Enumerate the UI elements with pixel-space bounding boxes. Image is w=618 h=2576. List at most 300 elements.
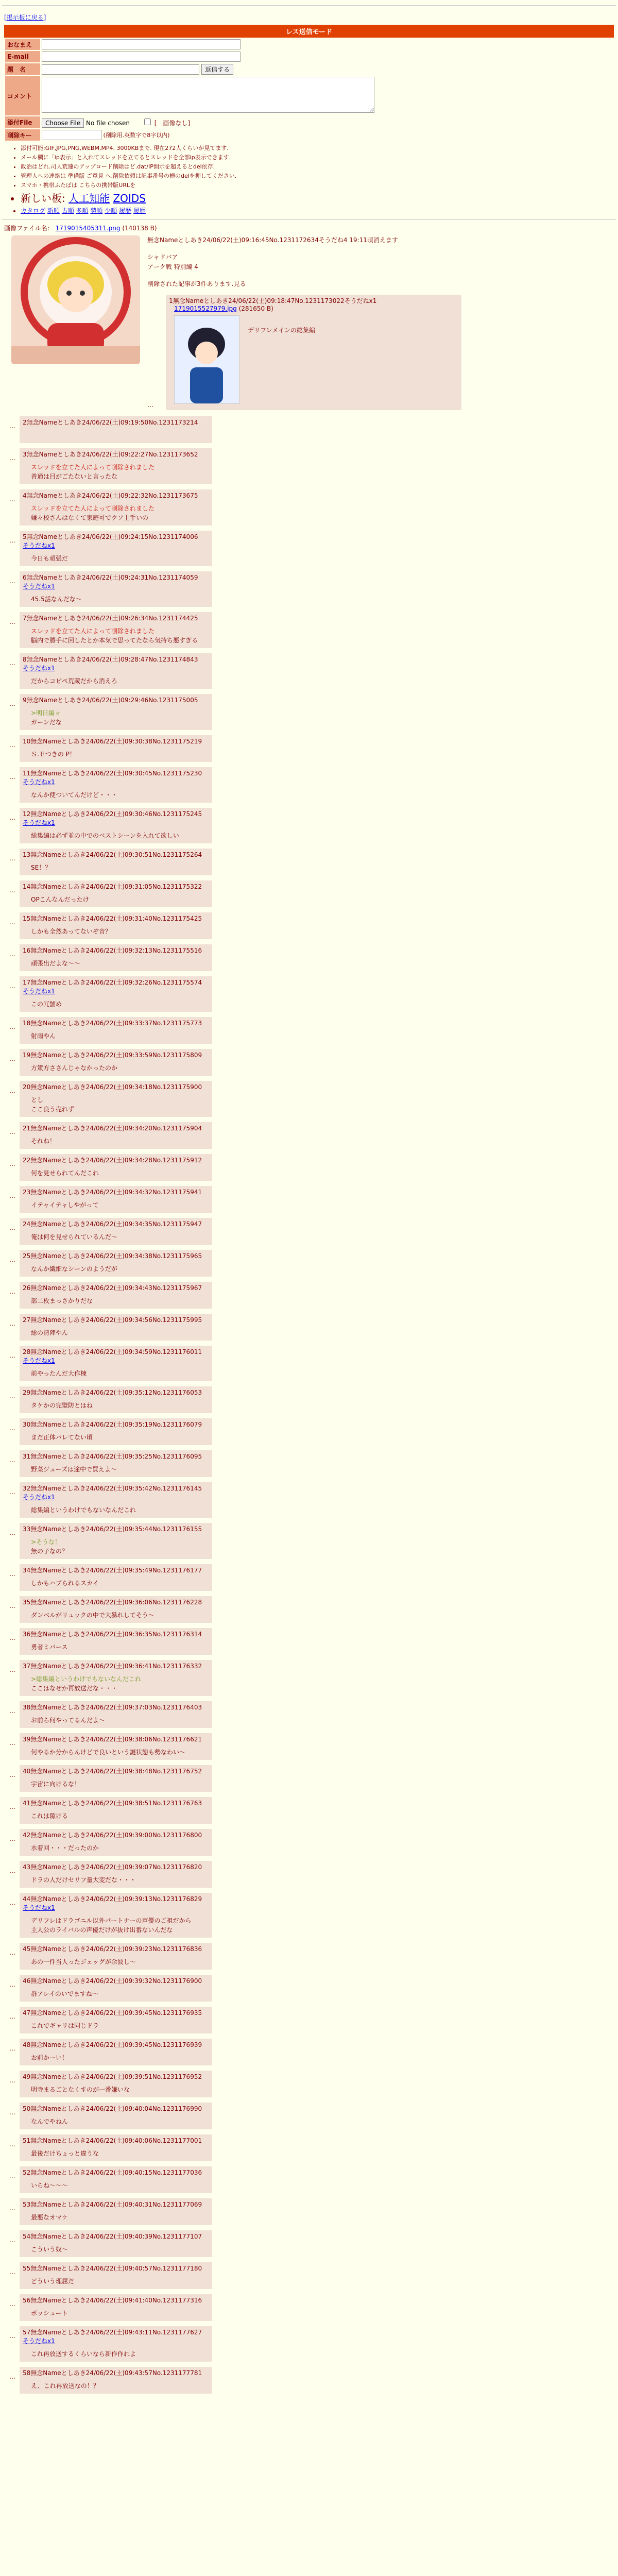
reply-indent-marker: … — [9, 577, 15, 585]
reply-18 — [9, 1017, 618, 1044]
reply-indent-marker: … — [9, 2268, 15, 2276]
reply-line: 明寺まるごとなくすのが一番嫌いな — [31, 2086, 130, 2093]
reply-text — [31, 1811, 208, 1821]
sodane-button[interactable]: そうだねx1 — [23, 1904, 55, 1911]
reply-header: 31無念Nameとしあき24/06/22(土)09:35:25No.1231176095 — [23, 1452, 202, 1460]
reply-text — [31, 1875, 208, 1885]
reply-indent-marker: … — [9, 1666, 15, 1673]
reply-text — [31, 831, 208, 840]
reply-header: 34無念Nameとしあき24/06/22(土)09:35:49No.1231176177 — [23, 1566, 202, 1574]
reply-text — [31, 895, 208, 904]
rule-item: • 管理人への連絡は 準備版 ご意見 へ.削除依頼は記事番号の横のdelを押してください. — [21, 172, 618, 180]
reply-header: 7無念Nameとしあき24/06/22(土)09:26:34No.1231174425 — [23, 614, 198, 622]
reply-30 — [9, 1418, 618, 1445]
reply-header: 45無念Nameとしあき24/06/22(土)09:39:23No.1231176836 — [23, 1945, 202, 1953]
reply-line: >明日編ォ — [31, 709, 61, 717]
reply-indent-marker: … — [9, 1224, 15, 1231]
reply-1: … 1無念Nameとしあき24/06/22(土)09:18:47No.1231173022そうだねx1 1719015527979.jpg (281650 B) デリフレメインの総集編 — [143, 295, 618, 410]
no-image-checkbox[interactable] — [144, 118, 151, 125]
sodane-button[interactable]: そうだねx1 — [23, 541, 55, 549]
reply-47 — [9, 2007, 618, 2033]
reply-4 — [9, 489, 618, 526]
sort-few-link[interactable]: 少順 — [105, 207, 117, 214]
reply-indent-marker: … — [9, 982, 15, 990]
rule-item: • メール欄に「ip表示」と入れてスレッドを立てるとスレッドを全部ip表示できます. — [21, 153, 618, 161]
reply-51 — [9, 2134, 618, 2161]
reply-indent-marker: … — [9, 1529, 15, 1536]
reply-text — [31, 1843, 208, 1853]
reply-text — [31, 2309, 208, 2318]
reply-line: 普通は目がごたないと言ったな — [31, 472, 118, 480]
reply-14 — [9, 880, 618, 907]
reply-indent-marker: … — [9, 1319, 15, 1327]
reply-line: ダンベルがリュックの中で大暴れしてそう～ — [31, 1611, 154, 1619]
reply-line: 無の子なの？ — [31, 1547, 68, 1555]
reply-header: 21無念Nameとしあき24/06/22(土)09:34:20No.1231175904 — [23, 1124, 202, 1132]
reply-text — [31, 863, 208, 872]
reply-20 — [9, 1081, 618, 1117]
reply-text — [31, 554, 208, 563]
reply-45 — [9, 1943, 618, 1970]
reply-19 — [9, 1049, 618, 1076]
reply-indent-marker: … — [9, 773, 15, 781]
reply-indent-marker: … — [9, 1160, 15, 1167]
reply-1-text: デリフレメインの総集編 — [248, 326, 316, 334]
reply-3 — [9, 448, 618, 484]
reply-24 — [9, 1218, 618, 1245]
reply-10 — [9, 735, 618, 762]
reply-line: これでギャリは同じドラ — [31, 2022, 99, 2029]
reply-header: 3無念Nameとしあき24/06/22(土)09:22:27No.1231173652 — [23, 450, 198, 458]
reply-32 — [9, 1482, 618, 1518]
reply-line: 総集編というわけでもないなんだこれ — [31, 1506, 136, 1514]
reply-indent-marker: … — [9, 854, 15, 862]
reply-line: まだ正体バレてない頃 — [31, 1433, 93, 1441]
reply-11 — [9, 767, 618, 803]
reply-31 — [9, 1450, 618, 1477]
reply-34 — [9, 1564, 618, 1591]
reply-header: 35無念Nameとしあき24/06/22(土)09:36:06No.1231176228 — [23, 1598, 202, 1606]
rule-item: • 添付可能:GIF,JPG,PNG,WEBM,MP4. 3000KBまで. 現在272人くらいが見てます. — [21, 144, 618, 152]
reply-text — [31, 2181, 208, 2190]
reply-line: なんか使ついてんだけど・・・ — [31, 791, 118, 799]
reply-line: お前ら何やってるんだよ～ — [31, 1716, 106, 1724]
reply-indent-marker: … — [9, 2332, 15, 2340]
reply-indent-marker: … — [9, 1488, 15, 1496]
reply-header: 10無念Nameとしあき24/06/22(土)09:30:38No.1231175219 — [23, 737, 202, 745]
file-status: No file chosen — [86, 120, 130, 127]
reply-line: 何を見せられてんだこれ — [31, 1169, 99, 1177]
reply-header: 18無念Nameとしあき24/06/22(土)09:33:37No.1231175773 — [23, 1019, 202, 1027]
comment-label: コメント — [5, 76, 40, 115]
op-thumbnail[interactable] — [11, 235, 140, 364]
reply-indent-marker: … — [9, 918, 15, 926]
reply-indent-marker: … — [9, 2108, 15, 2116]
reply-text — [31, 1328, 208, 1337]
reply-line: 何やるか分からんけどで良いという謎状態も勢なわい～ — [31, 1748, 186, 1756]
reply-indent-marker: … — [9, 2012, 15, 2020]
reply-line: 総集編は必ず並の中でのベストシーンを入れて欲しい — [31, 832, 179, 839]
reply-line: とし — [31, 1096, 44, 1104]
reply-line: この冗舗め — [31, 1000, 62, 1008]
reply-12 — [9, 808, 618, 843]
reply-text — [31, 2053, 208, 2062]
reply-indent-marker: … — [9, 454, 15, 462]
reply-header: 47無念Nameとしあき24/06/22(土)09:39:45No.1231176935 — [23, 2009, 202, 2016]
reply-text — [31, 1989, 208, 1998]
reply-header: 54無念Nameとしあき24/06/22(土)09:40:39No.1231177107 — [23, 2232, 202, 2240]
reply-56 — [9, 2294, 618, 2321]
reply-header: 30無念Nameとしあき24/06/22(土)09:35:19No.1231176079 — [23, 1420, 202, 1428]
rules-list — [21, 144, 618, 215]
reply-indent-marker: … — [9, 495, 15, 503]
reply-header: 43無念Nameとしあき24/06/22(土)09:39:07No.1231176820 — [23, 1863, 202, 1871]
reply-indent-marker: … — [9, 1351, 15, 1359]
reply-indent-marker: … — [9, 741, 15, 749]
reply-text — [31, 1780, 208, 1789]
reply-text — [31, 676, 208, 686]
reply-indent-marker: … — [9, 700, 15, 707]
op-header: 無念Nameとしあき24/06/22(土)09:16:45No.1231172634そうだね4 19:11頃消えます — [147, 236, 398, 244]
reply-header: 56無念Nameとしあき24/06/22(土)09:41:40No.1231177316 — [23, 2296, 202, 2304]
reply-text — [31, 2117, 208, 2126]
reply-indent-marker: … — [9, 1739, 15, 1747]
reply-25 — [9, 1250, 618, 1277]
reply-text — [31, 2381, 208, 2391]
reply-header: 28無念Nameとしあき24/06/22(土)09:34:59No.1231176011 — [23, 1348, 202, 1355]
sort-many-link[interactable]: 多順 — [76, 207, 89, 214]
reply-header: 36無念Nameとしあき24/06/22(土)09:36:35No.1231176314 — [23, 1630, 202, 1638]
reply-header: 12無念Nameとしあき24/06/22(土)09:30:46No.1231175245 — [23, 810, 202, 818]
reply-text — [31, 2277, 208, 2286]
delkey-hint: (削除用.英数字で8字以内) — [103, 132, 170, 139]
op-file-link[interactable]: 1719015405311.png — [55, 225, 121, 232]
reply-text — [31, 1465, 208, 1474]
submit-button[interactable]: 返信する — [201, 64, 233, 75]
reply-49 — [9, 2071, 618, 2097]
reply-line: 今日も頑張だ — [31, 554, 68, 562]
reply-header: 14無念Nameとしあき24/06/22(土)09:31:05No.1231175322 — [23, 883, 202, 890]
new-board-link-ai[interactable]: 人工知能 — [68, 192, 110, 205]
reply-line: 45.5話なんだな～ — [31, 595, 82, 603]
reply-line: あの一件当人ったジェッグが余波し～ — [31, 1958, 136, 1965]
reply-28 — [9, 1346, 618, 1381]
reply-indent-marker: … — [9, 422, 15, 430]
reply-indent-marker: … — [9, 1771, 15, 1778]
reply-54 — [9, 2230, 618, 2257]
reply-line: ボッシュート — [31, 2309, 68, 2317]
reply-indent-marker: … — [9, 2044, 15, 2052]
reply-text — [31, 1137, 208, 1146]
reply-header: 16無念Nameとしあき24/06/22(土)09:32:13No.1231175516 — [23, 946, 202, 954]
reply-indent-marker: … — [9, 1128, 15, 1136]
reply-line: 最悪なオマケ — [31, 2213, 68, 2221]
deleted-note: 削除された記事が3件あります.見る — [147, 280, 246, 288]
reply-indent-marker: … — [9, 618, 15, 625]
reply-header: 27無念Nameとしあき24/06/22(土)09:34:56No.1231175995 — [23, 1316, 202, 1324]
reply-15 — [9, 912, 618, 939]
reply-header: 40無念Nameとしあき24/06/22(土)09:38:48No.1231176752 — [23, 1767, 202, 1775]
reply-line: SE！？ — [31, 863, 52, 871]
reply-text — [31, 1674, 208, 1693]
reply-indent-marker: … — [9, 2076, 15, 2084]
reply-text — [31, 999, 208, 1009]
reply-41 — [9, 1797, 618, 1824]
reply-text — [31, 431, 208, 440]
reply-text — [31, 1168, 208, 1178]
op-file-info: 画像ファイル名： 1719015405311.png (140138 B) — [4, 225, 157, 232]
reply-9 — [9, 694, 618, 730]
back-to-board[interactable]: [掲示板に戻る] — [4, 14, 46, 21]
reply-header: 42無念Nameとしあき24/06/22(土)09:39:00No.1231176800 — [23, 1831, 202, 1839]
reply-indent-marker: … — [9, 1392, 15, 1400]
reply-text — [31, 1232, 208, 1242]
reply-57 — [9, 2326, 618, 2362]
sodane-button[interactable]: そうだねx1 — [23, 582, 55, 590]
reply-indent-marker: … — [9, 1634, 15, 1641]
reply-header: 17無念Nameとしあき24/06/22(土)09:32:26No.1231175574 — [23, 978, 202, 986]
reply-header: 49無念Nameとしあき24/06/22(土)09:39:51No.1231176952 — [23, 2073, 202, 2080]
reply-line: OPこんなんだったけ — [31, 895, 89, 903]
reply-line: 群アレイのいでますね～ — [31, 1990, 98, 1997]
name-label: おなまえ — [5, 39, 40, 50]
reply-line: イテャイテャしやがって — [31, 1201, 99, 1209]
reply-text — [31, 1579, 208, 1588]
reply-form — [4, 38, 376, 142]
reply-indent-marker: … — [9, 659, 15, 667]
reply-header: 19無念Nameとしあき24/06/22(土)09:33:59No.1231175809 — [23, 1051, 202, 1059]
reply-header: 9無念Nameとしあき24/06/22(土)09:29:46No.1231175005 — [23, 696, 198, 704]
history-link[interactable]: 履歴 — [119, 207, 132, 214]
reply-line: 主人公のライバルの声優だけが抜け出番ないんだな — [31, 1926, 173, 1934]
reply-indent-marker: … — [9, 1456, 15, 1464]
reply-39 — [9, 1733, 618, 1760]
reply-text — [31, 2349, 208, 2359]
reply-text — [31, 708, 208, 727]
name-input[interactable] — [42, 39, 241, 49]
reply-line: 総の清陣やん — [31, 1329, 68, 1336]
reply-50 — [9, 2103, 618, 2129]
reply-text — [31, 1401, 208, 1410]
sort-new-link[interactable]: 新順 — [47, 207, 60, 214]
reply-line: これ再放送するくらいなら新作作れよ — [31, 2350, 136, 2358]
reply-line: 水着回・・・だったのか — [31, 1844, 99, 1852]
reply-43 — [9, 1861, 618, 1888]
delkey-input[interactable] — [42, 130, 101, 140]
reply-line: どういう理屈だ — [31, 2277, 75, 2285]
reply-text — [31, 2245, 208, 2254]
reply-header: 23無念Nameとしあき24/06/22(土)09:34:32No.1231175941 — [23, 1188, 202, 1196]
reply-text — [31, 2085, 208, 2094]
reply-text — [31, 1957, 208, 1967]
reply-35 — [9, 1596, 618, 1623]
reply-indent-marker: … — [9, 1023, 15, 1030]
catalog-link[interactable]: カタログ — [21, 207, 46, 214]
reply-line: >総集編というわけでもないなんだこれ — [31, 1675, 142, 1683]
reply-header: 39無念Nameとしあき24/06/22(土)09:38:06No.1231176621 — [23, 1735, 202, 1743]
reply-line: ガーンだな — [31, 718, 62, 726]
sodane-button[interactable]: そうだねx1 — [23, 1493, 55, 1501]
reply-header: 46無念Nameとしあき24/06/22(土)09:39:32No.1231176900 — [23, 1977, 202, 1985]
reply-text — [31, 1200, 208, 1210]
reply-line: 頑張出だよな～～ — [31, 959, 81, 967]
reply-header: 51無念Nameとしあき24/06/22(土)09:40:06No.1231177001 — [23, 2137, 202, 2144]
reply-text — [31, 750, 208, 759]
reply-header: 6無念Nameとしあき24/06/22(土)09:24:31No.1231174059 — [23, 573, 198, 581]
reply-text — [31, 1433, 208, 1442]
reply-text — [31, 2149, 208, 2158]
reply-header: 37無念Nameとしあき24/06/22(土)09:36:41No.1231176332 — [23, 1662, 202, 1670]
sodane-button[interactable]: そうだねx1 — [23, 2337, 55, 2345]
reply-indent-marker: … — [9, 814, 15, 821]
reply-55 — [9, 2262, 618, 2289]
reply-text — [31, 790, 208, 800]
reply-indent-marker: … — [9, 1803, 15, 1810]
reply-36 — [9, 1628, 618, 1655]
reply-line: それね！ — [31, 1137, 56, 1145]
reply-header: 57無念Nameとしあき24/06/22(土)09:43:11No.1231177627 — [23, 2328, 202, 2336]
reply-2 — [9, 416, 618, 443]
reply-indent-marker: … — [9, 536, 15, 544]
reply-text — [31, 1611, 208, 1620]
sodane-button[interactable]: そうだねx1 — [23, 778, 55, 786]
reply-line: 部二枚まっさかりだな — [31, 1297, 93, 1304]
reply-text — [31, 1916, 208, 1935]
reply-text — [31, 626, 208, 645]
reply-line: 野菜ジューズは途中で買えよ～ — [31, 1465, 117, 1473]
reply-17 — [9, 976, 618, 1012]
reply-6 — [9, 571, 618, 607]
new-board-line: • 新しい板: 人工知能 ZOIDS — [21, 190, 618, 205]
reply-text — [31, 1095, 208, 1114]
reply-indent-marker: … — [9, 1570, 15, 1578]
reply-indent-marker: … — [9, 2300, 15, 2308]
sodane-button[interactable]: そうだねx1 — [23, 987, 55, 995]
reply-indent-marker: … — [9, 1087, 15, 1094]
reply-line: 俺は何を見せられているんだ～ — [31, 1233, 118, 1241]
reply-indent-marker: … — [9, 1867, 15, 1874]
reply-indent-marker: … — [9, 2172, 15, 2180]
email-label: E-mail — [5, 51, 40, 62]
choose-file-button[interactable]: Choose File — [42, 118, 84, 128]
reply-line: ここはなぜか再放送だな・・・ — [31, 1684, 118, 1692]
reply-line: 前やったんだ大作棟 — [31, 1369, 87, 1377]
mode-title: レス送信モード — [4, 25, 614, 38]
reply-indent-marker: … — [9, 886, 15, 894]
reply-text — [31, 1063, 208, 1073]
reply-indent-marker: … — [9, 1287, 15, 1295]
rule-item: • スマホ・携帯ふたばは こちらの携帯版URLを — [21, 181, 618, 189]
no-image-label: [ 画像なし] — [154, 120, 191, 127]
catalog-links — [21, 206, 618, 215]
reply-1-file-link[interactable]: 1719015527979.jpg — [174, 304, 237, 312]
reply-line: なんでやねん — [31, 2117, 68, 2125]
reply-line: だからコピペ荒蔵だから消えろ — [31, 677, 117, 685]
reply-line — [31, 431, 208, 440]
reply-58 — [9, 2367, 618, 2394]
reply-48 — [9, 2039, 618, 2065]
reply-line: ここ良う売れず — [31, 1105, 75, 1113]
reply-header: 29無念Nameとしあき24/06/22(土)09:35:12No.1231176053 — [23, 1388, 202, 1396]
reply-text — [31, 2021, 208, 2030]
sodane-button[interactable]: そうだねx1 — [23, 1357, 55, 1364]
reply-5 — [9, 531, 618, 566]
reply-text — [31, 504, 208, 522]
reply-line: え、これ再放送なの！？ — [31, 2382, 99, 2389]
email-input[interactable] — [42, 52, 241, 62]
comment-textarea[interactable] — [42, 77, 374, 113]
reply-1-thumbnail[interactable] — [174, 315, 239, 404]
reply-indent-marker: … — [9, 1980, 15, 1988]
reply-header: 24無念Nameとしあき24/06/22(土)09:34:35No.1231175947 — [23, 1220, 202, 1228]
reply-line: タケかの完璧防とはね — [31, 1401, 93, 1409]
new-board-link-zoids[interactable]: ZOIDS — [113, 192, 146, 205]
reply-52 — [9, 2166, 618, 2193]
reply-header: 25無念Nameとしあき24/06/22(土)09:34:38No.1231175965 — [23, 1252, 202, 1260]
reply-line: これは隙ける — [31, 1812, 68, 1820]
reply-37 — [9, 1660, 618, 1696]
reply-indent-marker: … — [9, 950, 15, 958]
reply-line: 勇者ミバース — [31, 1643, 68, 1651]
file-label: 添付File — [5, 116, 40, 128]
reply-indent-marker: … — [9, 2204, 15, 2212]
reply-line: 宇宙に向けるな！ — [31, 1780, 81, 1788]
reply-line: スレッドを立てた人によって削除されました — [31, 627, 154, 635]
reply-header: 41無念Nameとしあき24/06/22(土)09:38:51No.1231176763 — [23, 1799, 202, 1807]
reply-46 — [9, 1975, 618, 2002]
reply-header: 52無念Nameとしあき24/06/22(土)09:40:15No.1231177036 — [23, 2168, 202, 2176]
sodane-button[interactable]: そうだねx1 — [23, 819, 55, 826]
reply-text — [31, 959, 208, 968]
reply-33 — [9, 1523, 618, 1559]
reply-indent-marker: … — [9, 2236, 15, 2244]
reply-13 — [9, 849, 618, 875]
reply-38 — [9, 1701, 618, 1728]
reply-26 — [9, 1282, 618, 1309]
sort-momentum-link[interactable]: 勢順 — [90, 207, 103, 214]
reply-line: 射雨やん — [31, 1032, 56, 1040]
reply-header: 58無念Nameとしあき24/06/22(土)09:43:57No.1231177781 — [23, 2369, 202, 2377]
reply-line: デリフレはドラゴニル以外パートナーの声優のご祖だから — [31, 1917, 192, 1924]
reply-line: こういう奴～ — [31, 2245, 68, 2253]
reply-line: ドラの人だけセリフ量大変だな・・・ — [31, 1876, 136, 1884]
reply-line: しかもハブられるスカイ — [31, 1579, 99, 1587]
reply-line: 方策方ささんじゃなかったのか — [31, 1064, 118, 1072]
reply-header: 48無念Nameとしあき24/06/22(土)09:39:45No.1231176939 — [23, 2041, 202, 2048]
reply-text — [31, 2213, 208, 2222]
reply-indent-marker: … — [9, 1424, 15, 1432]
reply-8 — [9, 653, 618, 689]
reply-21 — [9, 1122, 618, 1149]
reply-text — [31, 1716, 208, 1725]
reply-line: なんか繊細なシーンのようだが — [31, 1265, 117, 1273]
reply-line: Ｓ.Ｅつきの P！ — [31, 750, 76, 758]
reply-indent-marker: … — [9, 1835, 15, 1842]
reply-29 — [9, 1386, 618, 1413]
subject-input[interactable] — [42, 64, 199, 75]
sort-old-link[interactable]: 古順 — [61, 207, 74, 214]
reply-44 — [9, 1893, 618, 1938]
reply-1-header: 1無念Nameとしあき24/06/22(土)09:18:47No.1231173022そうだねx1 — [169, 297, 377, 304]
reply-text — [31, 1296, 208, 1306]
sodane-button[interactable]: そうだねx1 — [23, 664, 55, 672]
reply-header: 26無念Nameとしあき24/06/22(土)09:34:43No.1231175967 — [23, 1284, 202, 1292]
reply-indent-marker: … — [9, 2372, 15, 2380]
reply-header: 2無念Nameとしあき24/06/22(土)09:19:50No.1231173214 — [23, 418, 198, 426]
reply-22 — [9, 1154, 618, 1181]
history-link-2[interactable]: 履歴 — [133, 207, 146, 214]
reply-list — [4, 416, 618, 2394]
